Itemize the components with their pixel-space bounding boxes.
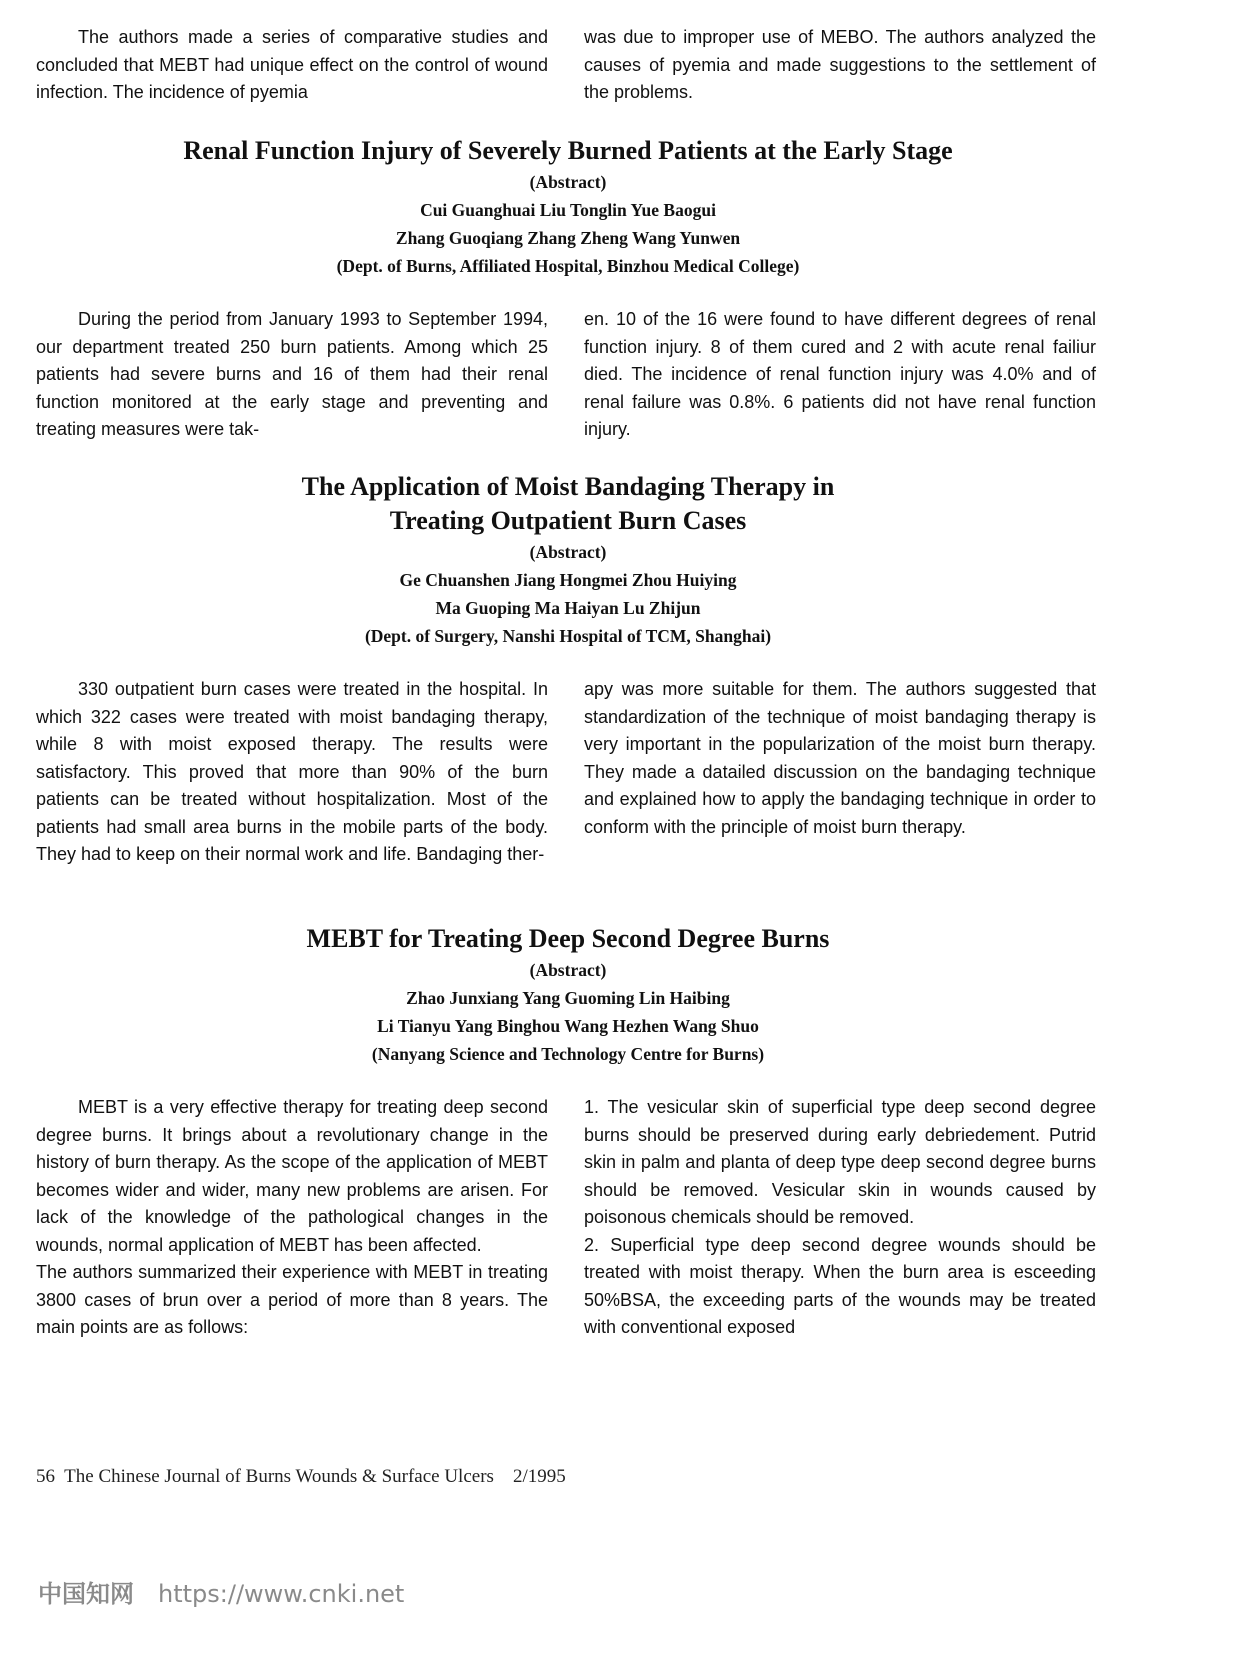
paragraph: 1. The vesicular skin of superficial type deep second degree burns should be preserved during early debriedement. Putrid skin in palm and planta of deep type deep second degree burns should be removed. Vesicular skin in wounds caused by poisonous chemicals should be removed. <box>584 1097 1096 1227</box>
authors-line: Zhang Guoqiang Zhang Zheng Wang Yunwen <box>395 228 741 248</box>
authors-line: Li Tianyu Yang Binghou Wang Hezhen Wang Shuo <box>377 1016 759 1036</box>
journal-name: The Chinese Journal of Burns Wounds & Surface Ulcers <box>64 1466 494 1487</box>
paragraph: MEBT is a very effective therapy for treating deep second degree burns. It brings about a revolutionary change in the history of burn therapy. As the scope of the application of MEBT becomes wider and wider, many new problems are arisen. For lack of the knowledge of the pathological changes in the wounds, normal application of MEBT has been affected. <box>36 1097 548 1255</box>
left-column <box>36 676 548 869</box>
page-number: 56 <box>36 1466 55 1487</box>
left-column <box>36 306 548 444</box>
paragraph: apy was more suitable for them. The authors suggested that standardization of the technique of moist bandaging therapy is very important in the popularization of the moist burn therapy. They made a datailed discussion on the bandaging technique and explained how to apply the bandaging technique in order to conform with the principle of moist burn therapy. <box>584 679 1096 837</box>
right-column <box>584 306 1096 444</box>
abstract-label: (Abstract) <box>529 172 607 192</box>
affiliation: (Dept. of Burns, Affiliated Hospital, Binzhou Medical College) <box>336 256 800 276</box>
paragraph: en. 10 of the 16 were found to have different degrees of renal function injury. 8 of them cured and 2 with acute renal failiur died. The incidence of renal function injury was 4.0% and of renal failure was 0.8%. 6 patients did not have renal function injury. <box>584 309 1096 439</box>
source-watermark <box>38 1574 404 1609</box>
article-2-header <box>0 470 1136 650</box>
affiliation: (Dept. of Surgery, Nanshi Hospital of TCM, Shanghai) <box>364 626 772 646</box>
intro-section <box>36 24 1096 107</box>
intro-right-column <box>584 24 1096 107</box>
article-1-header <box>0 134 1136 280</box>
watermark-brand: 中国知网 <box>38 1580 134 1608</box>
authors-line: Ma Guoping Ma Haiyan Lu Zhijun <box>435 598 701 618</box>
affiliation: (Nanyang Science and Technology Centre for Burns) <box>371 1044 765 1064</box>
right-column <box>584 676 1096 869</box>
paragraph: The authors made a series of comparative studies and concluded that MEBT had unique effect on the control of wound infection. The incidence of pyemia <box>36 27 548 102</box>
article-1-body <box>36 306 1096 444</box>
paragraph: 330 outpatient burn cases were treated in the hospital. In which 322 cases were treated with moist bandaging therapy, while 8 with moist exposed therapy. The results were satisfactory. This proved that more than 90% of the burn patients can be treated without hospitalization. Most of the patients had small area burns in the mobile parts of the body. They had to keep on their normal work and life. Bandaging ther- <box>36 679 548 864</box>
abstract-label: (Abstract) <box>529 542 607 562</box>
abstract-label: (Abstract) <box>529 960 607 980</box>
issue-number: 2/1995 <box>512 1466 566 1487</box>
right-column <box>584 1094 1096 1342</box>
authors-line: Ge Chuanshen Jiang Hongmei Zhou Huiying <box>399 570 737 590</box>
article-title: The Application of Moist Bandaging Therapy in <box>301 472 835 501</box>
intro-left-column <box>36 24 548 107</box>
article-3-body <box>36 1094 1096 1342</box>
authors-line: Cui Guanghuai Liu Tonglin Yue Baogui <box>420 200 716 220</box>
page-footer <box>36 1466 566 1488</box>
paragraph: was due to improper use of MEBO. The authors analyzed the causes of pyemia and made suggestions to the settlement of the problems. <box>584 27 1096 102</box>
authors-line: Zhao Junxiang Yang Guoming Lin Haibing <box>406 988 730 1008</box>
paragraph: The authors summarized their experience with MEBT in treating 3800 cases of brun over a period of more than 8 years. The main points are as follows: <box>36 1262 548 1337</box>
article-3-header <box>0 922 1136 1068</box>
article-title: MEBT for Treating Deep Second Degree Burns <box>306 924 830 953</box>
watermark-url[interactable]: https://www.cnki.net <box>158 1580 405 1608</box>
article-2-body <box>36 676 1096 869</box>
article-title: Renal Function Injury of Severely Burned Patients at the Early Stage <box>183 136 953 165</box>
paragraph: 2. Superficial type deep second degree wounds should be treated with moist therapy. When the burn area is esceeding 50%BSA, the exceeding parts of the wounds may be treated with conventional exposed <box>584 1234 1096 1337</box>
paragraph: During the period from January 1993 to September 1994, our department treated 250 burn patients. Among which 25 patients had severe burns and 16 of them had their renal function monitored at the early stage and preventing and treating measures were tak- <box>36 309 548 439</box>
left-column <box>36 1094 548 1342</box>
article-title: Treating Outpatient Burn Cases <box>389 506 747 535</box>
